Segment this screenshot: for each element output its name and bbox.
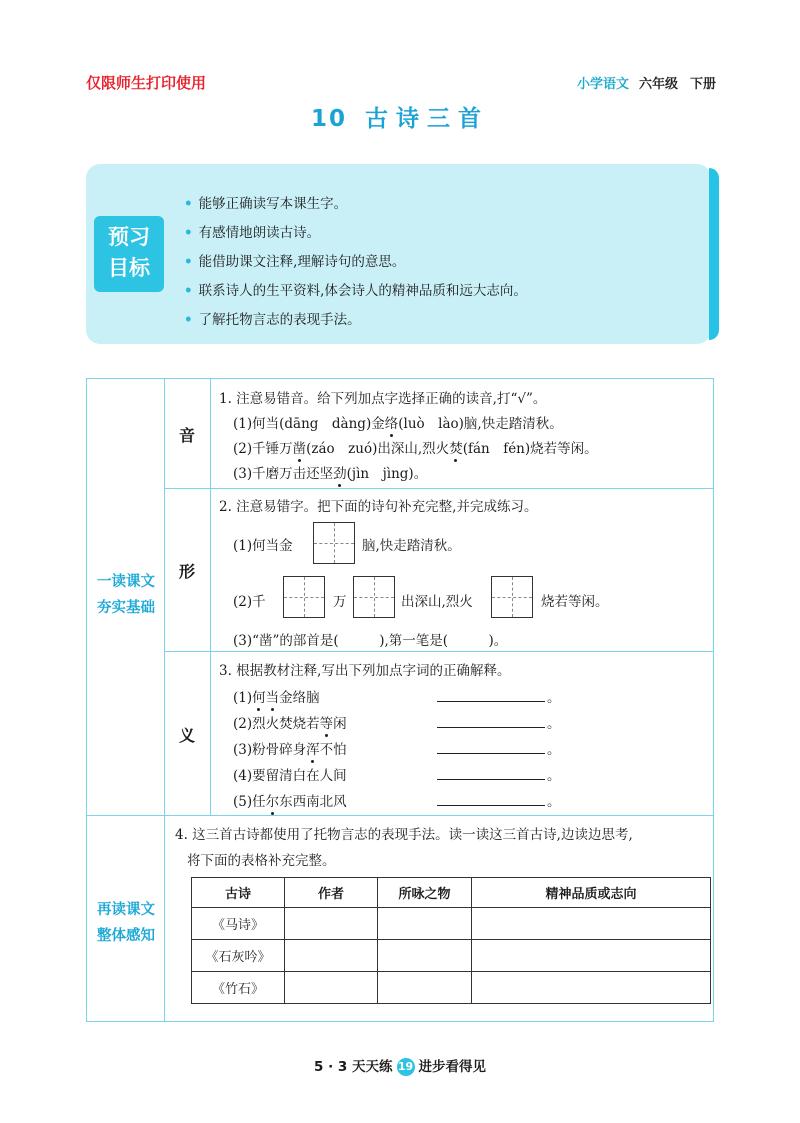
sub-label-meaning: 义	[178, 726, 195, 745]
preview-goals-badge	[94, 216, 164, 292]
goal-item: • 能够正确读写本课生字。	[184, 196, 348, 212]
grid-line	[210, 379, 211, 815]
section-label-overview: 再读课文 整体感知	[97, 902, 155, 944]
answer-line[interactable]: 。	[437, 738, 561, 758]
question-1-item: (1)何当(dāng dàng)金络(luò lào)脑,快走踏清秋。	[233, 412, 563, 432]
question-3-item: (2)烈火焚烧若等闲	[233, 712, 347, 732]
page-footer	[0, 1055, 800, 1076]
badge-line-1: 预习	[108, 225, 150, 249]
exercise-table	[86, 378, 714, 1022]
grid-line	[87, 815, 714, 816]
answer-cell[interactable]	[472, 972, 711, 1004]
question-2-instruction: 2. 注意易错字。把下面的诗句补充完整,并完成练习。	[219, 499, 538, 515]
answer-cell[interactable]	[378, 908, 472, 940]
badge-line-2: 目标	[108, 256, 150, 280]
writing-grid-box[interactable]	[353, 576, 395, 618]
grid-line	[164, 651, 714, 652]
question-3-item: (1)何当金络脑	[233, 686, 320, 706]
print-restriction-notice: 仅限师生打印使用	[86, 74, 207, 92]
bullet-icon: •	[184, 225, 193, 241]
question-2-line1-post: 脑,快走踏清秋。	[362, 538, 461, 554]
book-info	[577, 73, 716, 92]
answer-line[interactable]: 。	[437, 686, 561, 706]
question-2-line1-pre: (1)何当金	[233, 538, 293, 554]
lesson-number: 10	[310, 106, 347, 132]
table-row	[192, 972, 711, 1004]
bullet-icon: •	[184, 283, 193, 299]
table-row	[192, 940, 711, 972]
answer-cell[interactable]	[285, 940, 378, 972]
writing-grid-box[interactable]	[491, 576, 533, 618]
grid-line	[164, 488, 714, 489]
question-3-item: (5)任尔东西南北风	[233, 790, 347, 810]
question-2-line2-mid1: 万	[333, 594, 347, 610]
footer-slogan: 进步看得见	[418, 1059, 486, 1075]
goal-list	[184, 190, 527, 335]
writing-grid-box[interactable]	[313, 522, 355, 564]
poem-summary-table	[191, 877, 711, 1004]
question-2-line3: (3)“凿”的部首是( ),第一笔是( )。	[233, 633, 508, 649]
preview-goals-box	[86, 164, 711, 344]
table-header-row	[192, 878, 711, 908]
goal-item: • 有感情地朗读古诗。	[184, 225, 321, 241]
question-3-item: (3)粉骨碎身浑不怕	[233, 738, 347, 758]
question-3-item: (4)要留清白在人间	[233, 768, 347, 784]
footer-brand: 5 · 3 天天练	[313, 1059, 393, 1075]
question-2-line2-post: 烧若等闲。	[541, 594, 609, 610]
sub-label-sound: 音	[178, 426, 195, 445]
answer-cell[interactable]	[472, 908, 711, 940]
section-label-basics: 一读课文 夯实基础	[97, 574, 155, 616]
answer-cell[interactable]	[472, 940, 711, 972]
sub-label-shape: 形	[178, 562, 195, 581]
answer-cell[interactable]	[285, 972, 378, 1004]
bullet-icon: •	[184, 312, 193, 328]
page-number: 19	[397, 1058, 415, 1076]
question-2-line2-pre: (2)千	[233, 594, 266, 610]
poem-title-cell: 《竹石》	[192, 972, 285, 1004]
goal-item: • 联系诗人的生平资料,体会诗人的精神品质和远大志向。	[184, 283, 527, 299]
question-3-instruction: 3. 根据教材注释,写出下列加点字词的正确解释。	[219, 663, 511, 679]
bullet-icon: •	[184, 196, 193, 212]
column-header: 作者	[285, 878, 378, 908]
answer-cell[interactable]	[378, 972, 472, 1004]
goal-item: • 能借助课文注释,理解诗句的意思。	[184, 254, 406, 270]
question-2-line2-mid2: 出深山,烈火	[401, 594, 473, 610]
goal-item: • 了解托物言志的表现手法。	[184, 312, 361, 328]
question-1-instruction: 1. 注意易错音。给下列加点字选择正确的读音,打“√”。	[219, 391, 547, 407]
answer-line[interactable]: 。	[437, 764, 561, 784]
question-4-instruction: 4. 这三首古诗都使用了托物言志的表现手法。读一读这三首古诗,边读边思考,	[175, 827, 633, 843]
bullet-icon: •	[184, 254, 193, 270]
table-row	[192, 908, 711, 940]
answer-line[interactable]: 。	[437, 712, 561, 732]
poem-title-cell: 《马诗》	[192, 908, 285, 940]
answer-line[interactable]: 。	[437, 790, 561, 810]
question-1-item: (3)千磨万击还坚劲(jìn jìng)。	[233, 462, 427, 482]
column-header: 古诗	[192, 878, 285, 908]
volume-label: 下册	[689, 77, 716, 92]
preview-box-tab	[709, 168, 719, 340]
subject-label: 小学语文	[576, 77, 629, 92]
column-header: 所咏之物	[378, 878, 472, 908]
poem-title-cell: 《石灰吟》	[192, 940, 285, 972]
answer-cell[interactable]	[285, 908, 378, 940]
answer-cell[interactable]	[378, 940, 472, 972]
lesson-title-text: 古诗三首	[365, 106, 489, 132]
grade-label: 六年级	[638, 77, 678, 92]
writing-grid-box[interactable]	[283, 576, 325, 618]
question-4-instruction-cont: 将下面的表格补充完整。	[187, 853, 336, 869]
question-1-item: (2)千锤万凿(záo zuó)出深山,烈火焚(fán fén)烧若等闲。	[233, 437, 598, 457]
column-header: 精神品质或志向	[472, 878, 711, 908]
lesson-title	[0, 100, 800, 133]
